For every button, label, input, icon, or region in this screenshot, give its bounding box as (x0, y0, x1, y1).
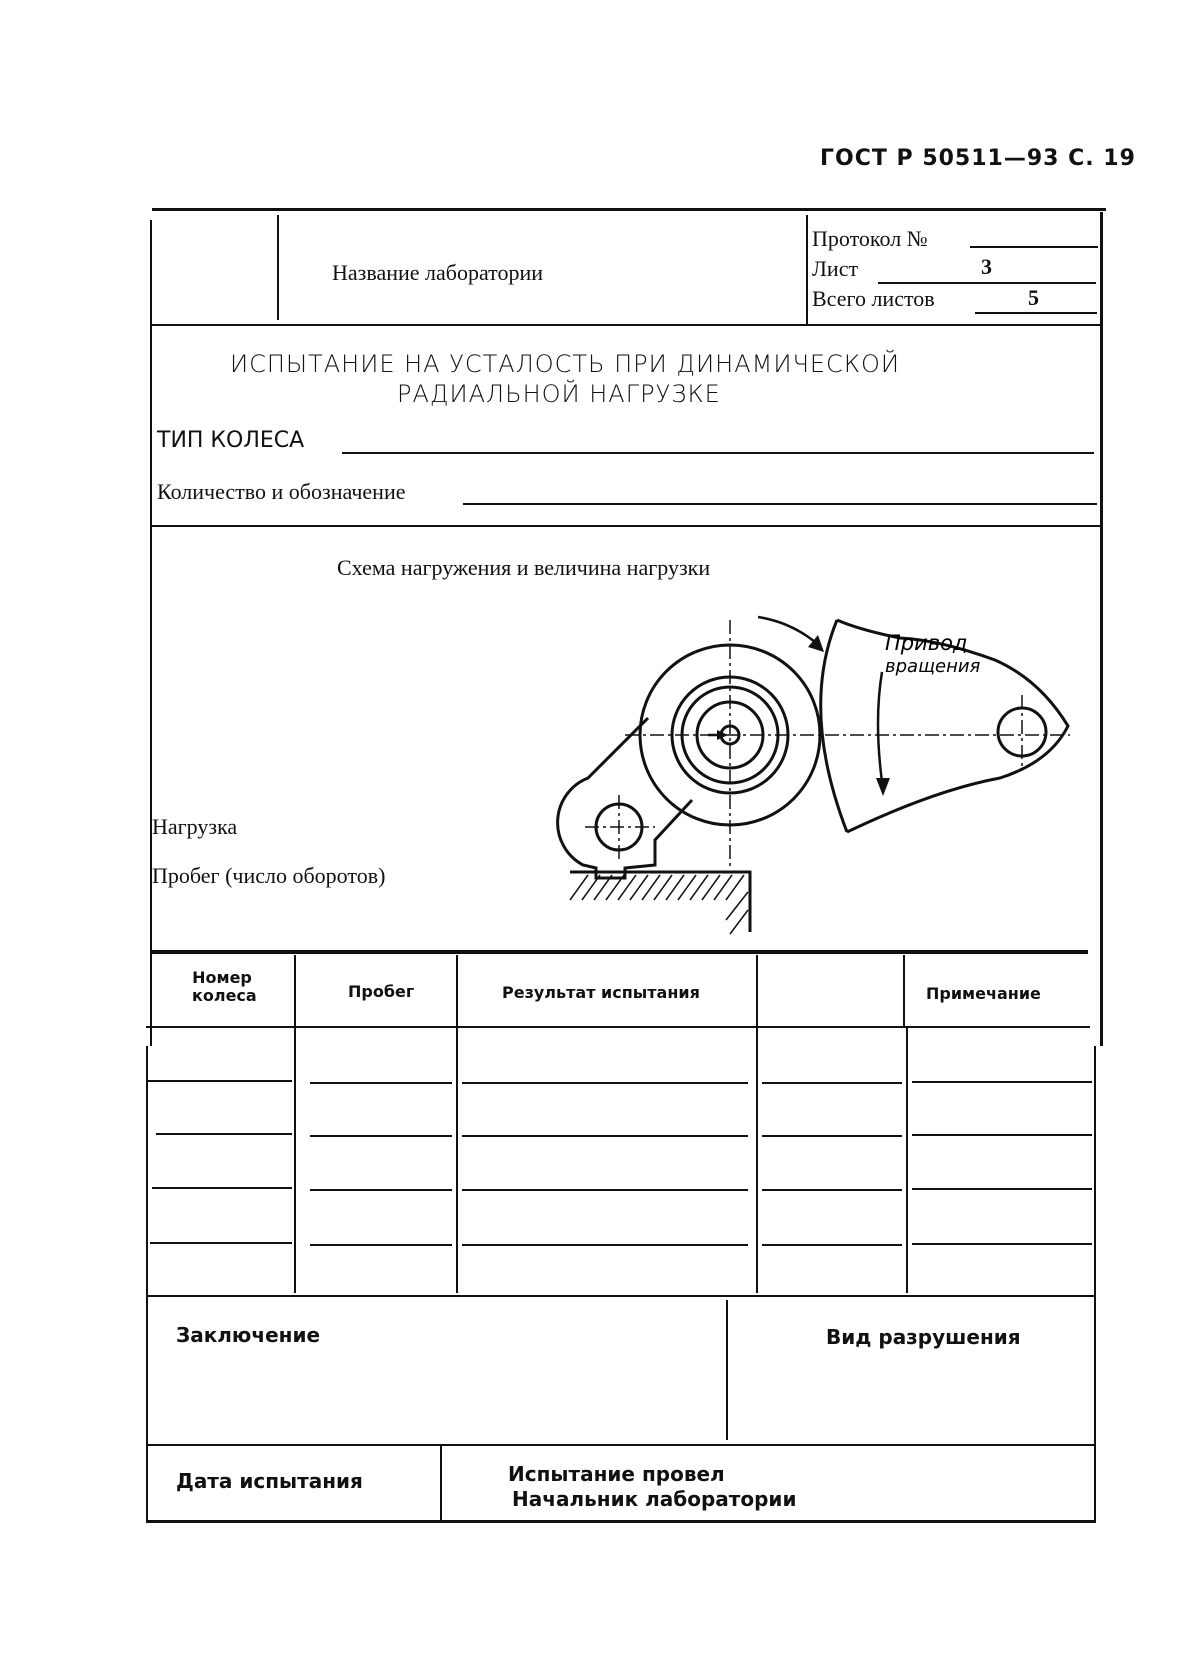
rotation-arrow-top (758, 617, 815, 642)
failure-type-label: Вид разрушения (826, 1325, 1021, 1349)
sheet-label: Лист (812, 256, 859, 281)
col-header-run: Пробег (348, 982, 415, 1001)
lab-name-label: Название лаборатории (332, 260, 544, 285)
test-title-line2: РАДИАЛЬНОЙ НАГРУЗКЕ (397, 380, 721, 408)
protocol-label: Протокол № (812, 226, 928, 251)
load-label: Нагрузка (152, 814, 238, 839)
quantity-label: Количество и обозначение (157, 479, 406, 504)
wheel-type-label: ТИП КОЛЕСА (157, 428, 305, 453)
loading-scheme-diagram (540, 600, 1100, 940)
run-label: Пробег (число оборотов) (152, 863, 386, 888)
sheet-value: 3 (981, 254, 992, 279)
base-outline (570, 872, 750, 932)
col-header-wheel-number (192, 968, 257, 1005)
wheel-type-field[interactable] (342, 452, 1094, 454)
page-header-standard: ГОСТ Р 50511—93 С. 19 (820, 146, 1136, 171)
rotation-arrow-down (878, 672, 882, 782)
conducted-by-label: Испытание провел (508, 1462, 725, 1486)
total-sheets-label: Всего листов (812, 286, 935, 311)
total-sheets-value: 5 (1028, 285, 1039, 310)
col-header-wheel-number-text: Номер колеса (192, 968, 257, 1005)
scheme-title: Схема нагружения и величина нагрузки (337, 555, 711, 580)
test-title-line1: ИСПЫТАНИЕ НА УСТАЛОСТЬ ПРИ ДИНАМИЧЕСКОЙ (230, 350, 900, 378)
drive-label-line2: вращения (885, 656, 981, 677)
conclusion-label: Заключение (176, 1323, 321, 1347)
quantity-field[interactable] (463, 503, 1097, 505)
test-date-label: Дата испытания (176, 1469, 363, 1493)
protocol-number-field[interactable] (970, 246, 1098, 248)
col-header-result: Результат испытания (502, 983, 700, 1002)
drive-label-line1: Привод (885, 631, 968, 655)
col-header-note: Примечание (926, 984, 1041, 1003)
drive-drum-shape (821, 620, 847, 832)
lab-head-label: Начальник лаборатории (512, 1487, 797, 1511)
